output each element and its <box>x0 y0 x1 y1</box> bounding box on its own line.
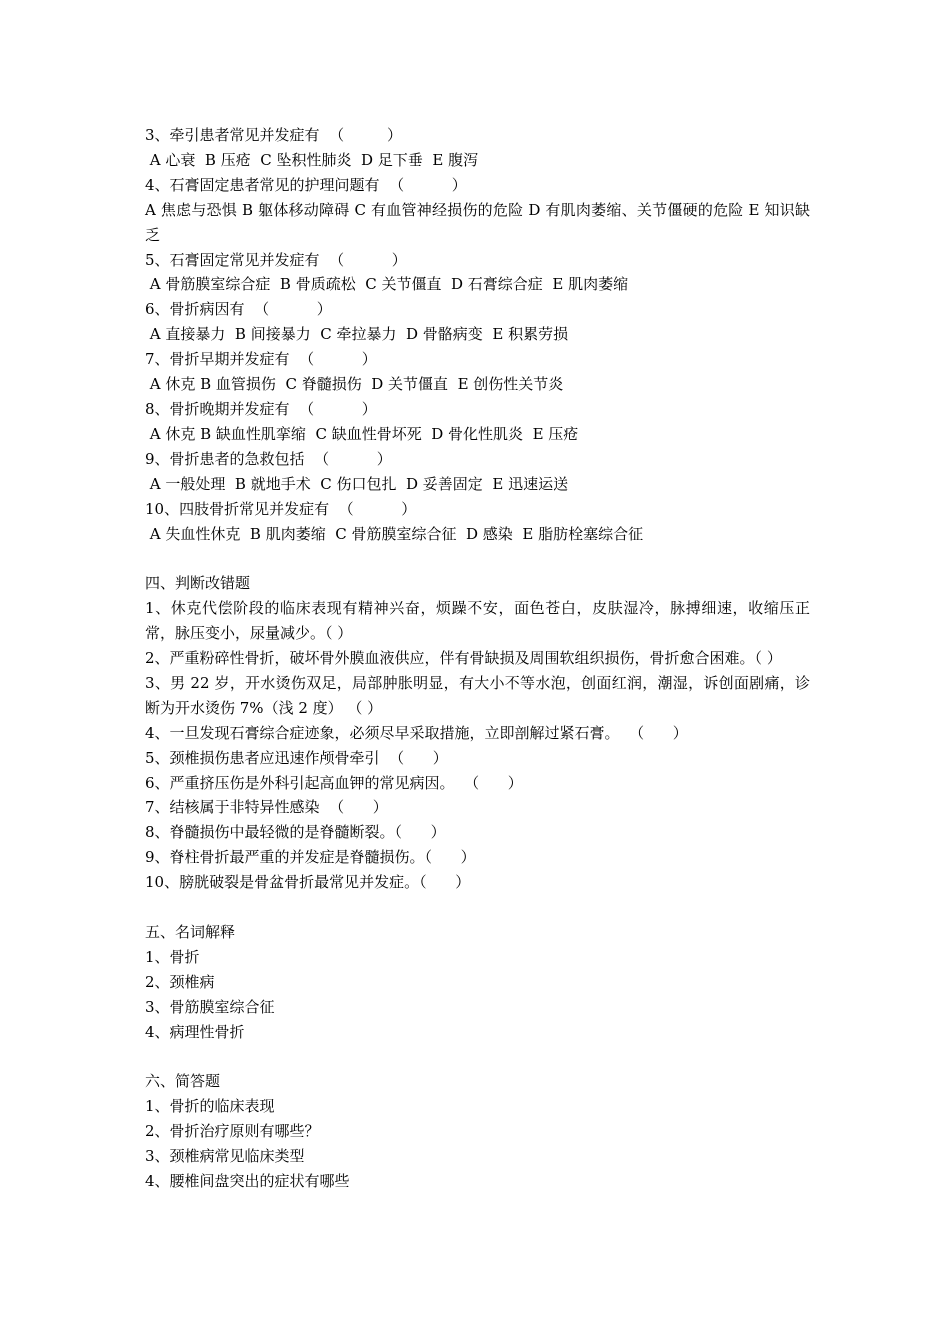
spacer <box>145 895 810 920</box>
true-false-section <box>145 571 810 895</box>
question-stem: 5、石膏固定常见并发症有 （ ） <box>145 250 407 269</box>
question-options: A 休克 B 缺血性肌挛缩 C 缺血性骨坏死 D 骨化性肌炎 E 压疮 <box>145 424 579 443</box>
list-item: 7、结核属于非特异性感染 （ ） <box>145 798 388 817</box>
list-item: 2、骨折治疗原则有哪些？ <box>145 1122 320 1141</box>
question-options: A 失血性休克 B 肌肉萎缩 C 骨筋膜室综合征 D 感染 E 脂肪栓塞综合征 <box>145 524 644 543</box>
question-stem: 6、骨折病因有 （ ） <box>145 300 332 319</box>
list-item: 10、膀胱破裂是骨盆骨折最常见并发症。（ ） <box>145 873 471 892</box>
list-item: 3、骨筋膜室综合征 <box>145 997 275 1016</box>
list-item: 4、腰椎间盘突出的症状有哪些 <box>145 1172 350 1191</box>
list-item: 5、颈椎损伤患者应迅速作颅骨牵引 （ ） <box>145 748 448 767</box>
list-item: 3、颈椎病常见临床类型 <box>145 1147 305 1166</box>
list-item: 1、休克代偿阶段的临床表现有精神兴奋，烦躁不安，面色苍白，皮肤湿冷，脉搏细速，收缩压正常，脉压变小，尿量减少。（ ） <box>145 599 810 643</box>
section-heading: 六、简答题 <box>145 1072 221 1091</box>
list-item: 6、严重挤压伤是外科引起高血钾的常见病因。 （ ） <box>145 773 523 792</box>
list-item: 2、颈椎病 <box>145 972 215 991</box>
terms-section <box>145 920 810 1045</box>
spacer <box>145 546 810 571</box>
list-item: 3、男 22 岁，开水烫伤双足，局部肿胀明显，有大小不等水泡，创面红润，潮湿，诉创面剧痛，诊断为开水烫伤 7%（浅 2 度） （ ） <box>145 673 810 717</box>
question-stem: 8、骨折晚期并发症有 （ ） <box>145 399 377 418</box>
question-stem: 3、牵引患者常见并发症有 （ ） <box>145 126 402 144</box>
short-answer-section <box>145 1069 810 1194</box>
question-stem: 7、骨折早期并发症有 （ ） <box>145 350 377 369</box>
list-item: 2、严重粉碎性骨折，破坏骨外膜血液供应，伴有骨缺损及周围软组织损伤，骨折愈合困难。（ ） <box>145 649 782 668</box>
question-options: A 心衰 B 压疮 C 坠积性肺炎 D 足下垂 E 腹泻 <box>145 150 479 169</box>
list-item: 9、脊柱骨折最严重的并发症是脊髓损伤。（ ） <box>145 848 476 867</box>
list-item: 1、骨折 <box>145 947 200 966</box>
question-stem: 10、四肢骨折常见并发症有 （ ） <box>145 499 417 518</box>
list-item: 1、骨折的临床表现 <box>145 1097 275 1116</box>
list-item: 4、一旦发现石膏综合症迹象，必须尽早采取措施，立即剖解过紧石膏。 （ ） <box>145 723 688 742</box>
question-options: A 焦虑与恐惧 B 躯体移动障碍 C 有血管神经损伤的危险 D 有肌肉萎缩、关节僵硬的危险 E 知识缺乏 <box>145 200 810 244</box>
question-options: A 直接暴力 B 间接暴力 C 牵拉暴力 D 骨骼病变 E 积累劳损 <box>145 325 569 344</box>
question-options: A 一般处理 B 就地手术 C 伤口包扎 D 妥善固定 E 迅速运送 <box>145 474 569 493</box>
section-heading: 四、判断改错题 <box>145 574 251 593</box>
section-heading: 五、名词解释 <box>145 922 236 941</box>
question-options: A 骨筋膜室综合症 B 骨质疏松 C 关节僵直 D 石膏综合症 E 肌肉萎缩 <box>145 275 629 294</box>
question-options: A 休克 B 血管损伤 C 脊髓损伤 D 关节僵直 E 创伤性关节炎 <box>145 375 564 394</box>
list-item: 8、脊髓损伤中最轻微的是脊髓断裂。（ ） <box>145 823 446 842</box>
question-stem: 4、石膏固定患者常见的护理问题有 （ ） <box>145 175 467 194</box>
question-stem: 9、骨折患者的急救包括 （ ） <box>145 449 392 468</box>
spacer <box>145 1045 810 1070</box>
document-page <box>145 123 810 1194</box>
multiple-choice-section <box>145 123 810 546</box>
list-item: 4、病理性骨折 <box>145 1022 245 1041</box>
